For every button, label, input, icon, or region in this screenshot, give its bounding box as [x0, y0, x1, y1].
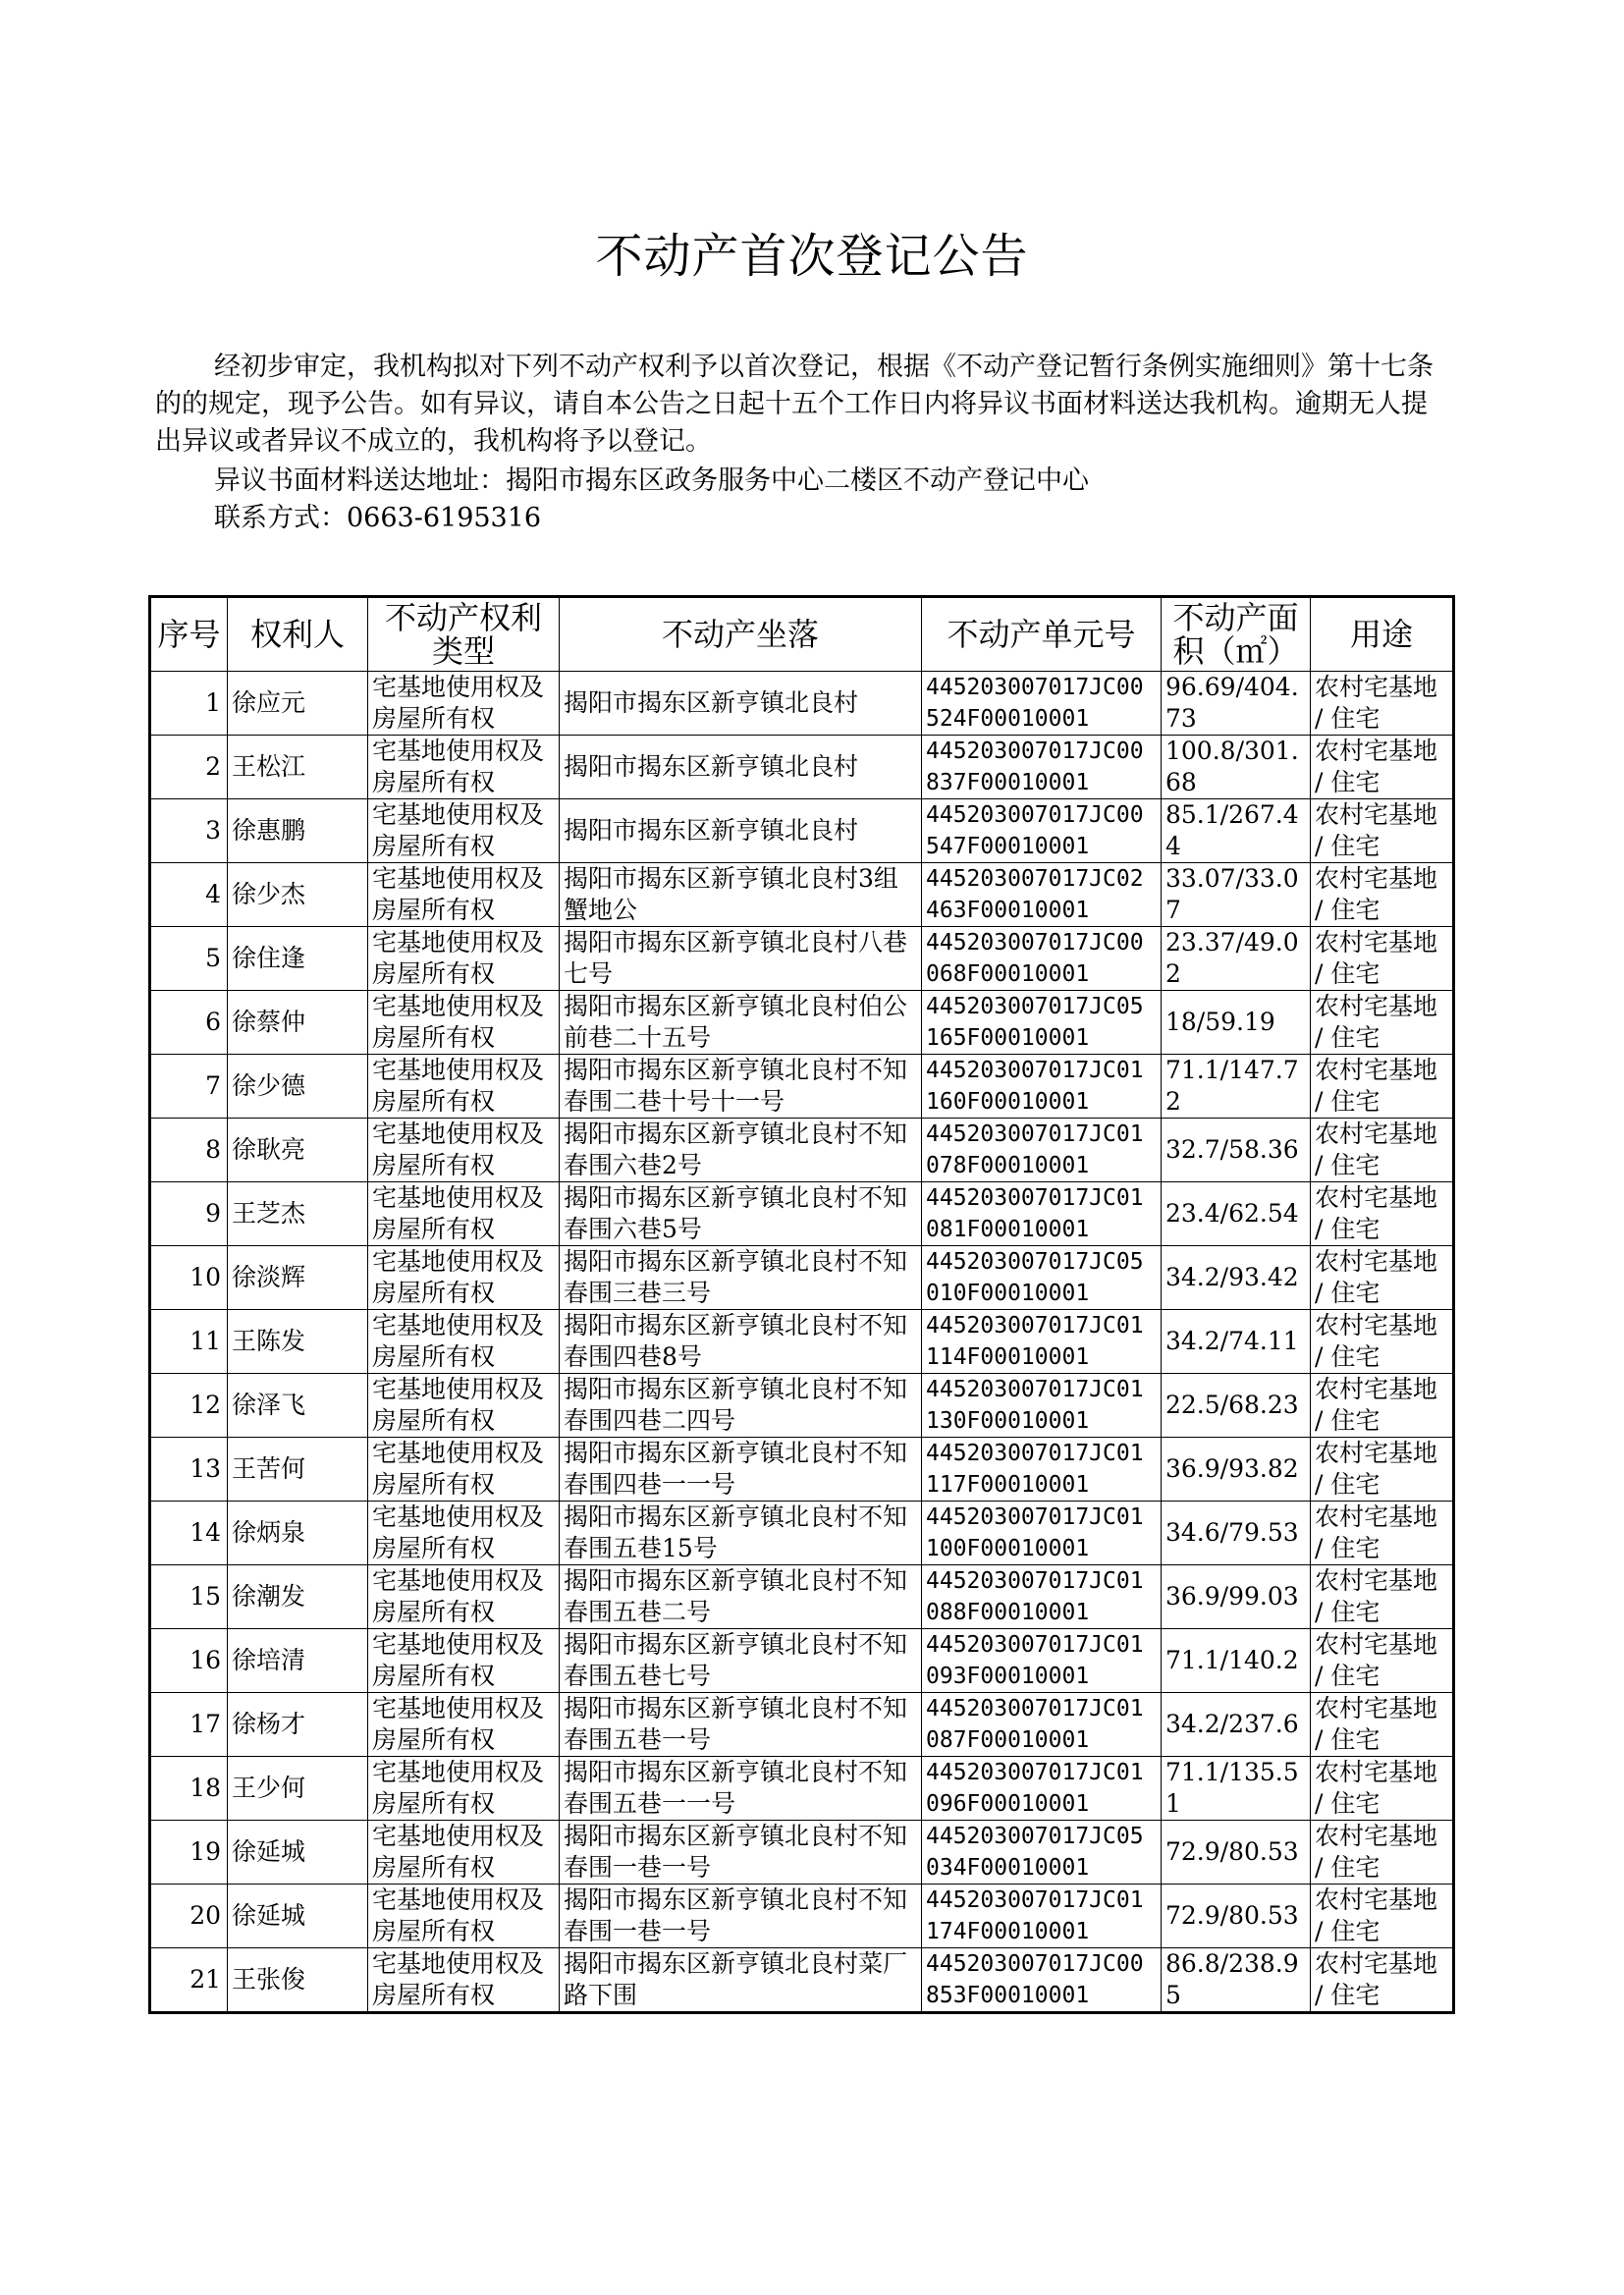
table-row	[150, 1055, 1454, 1119]
cell-area: 72.9/80.53	[1162, 1885, 1311, 1948]
cell-right-type: 宅基地使用权及房屋所有权	[368, 1182, 560, 1246]
cell-owner: 徐泽飞	[228, 1374, 368, 1438]
cell-unit-number: 445203007017JC02463F00010001	[922, 863, 1162, 927]
cell-right-type: 宅基地使用权及房屋所有权	[368, 1119, 560, 1182]
table-row	[150, 1182, 1454, 1246]
cell-location: 揭阳市揭东区新亨镇北良村3组蟹地公	[560, 863, 922, 927]
header-use: 用途	[1311, 597, 1454, 672]
cell-use: 农村宅基地 / 住宅	[1311, 1693, 1454, 1757]
table-row	[150, 1757, 1454, 1821]
cell-serial: 7	[150, 1055, 228, 1119]
cell-area: 34.2/237.6	[1162, 1693, 1311, 1757]
table-row	[150, 1629, 1454, 1693]
cell-serial: 4	[150, 863, 228, 927]
cell-owner: 徐少德	[228, 1055, 368, 1119]
cell-use: 农村宅基地 / 住宅	[1311, 1821, 1454, 1885]
table-body	[150, 672, 1454, 2013]
header-location: 不动产坐落	[560, 597, 922, 672]
table-row	[150, 736, 1454, 799]
cell-use: 农村宅基地 / 住宅	[1311, 1374, 1454, 1438]
cell-unit-number: 445203007017JC01174F00010001	[922, 1885, 1162, 1948]
cell-area: 34.2/93.42	[1162, 1246, 1311, 1310]
cell-location: 揭阳市揭东区新亨镇北良村菜厂路下围	[560, 1948, 922, 2013]
cell-unit-number: 445203007017JC01096F00010001	[922, 1757, 1162, 1821]
cell-right-type: 宅基地使用权及房屋所有权	[368, 863, 560, 927]
cell-right-type: 宅基地使用权及房屋所有权	[368, 736, 560, 799]
cell-area: 34.2/74.11	[1162, 1310, 1311, 1374]
cell-area: 32.7/58.36	[1162, 1119, 1311, 1182]
cell-serial: 8	[150, 1119, 228, 1182]
cell-use: 农村宅基地 / 住宅	[1311, 863, 1454, 927]
cell-serial: 5	[150, 927, 228, 991]
cell-owner: 徐培清	[228, 1629, 368, 1693]
cell-right-type: 宅基地使用权及房屋所有权	[368, 927, 560, 991]
registration-table	[148, 595, 1455, 2014]
cell-location: 揭阳市揭东区新亨镇北良村不知春围一巷一号	[560, 1885, 922, 1948]
cell-location: 揭阳市揭东区新亨镇北良村八巷七号	[560, 927, 922, 991]
cell-unit-number: 445203007017JC01160F00010001	[922, 1055, 1162, 1119]
table-row	[150, 1565, 1454, 1629]
table-header-row	[150, 597, 1454, 672]
cell-use: 农村宅基地 / 住宅	[1311, 1310, 1454, 1374]
cell-area: 72.9/80.53	[1162, 1821, 1311, 1885]
cell-serial: 21	[150, 1948, 228, 2013]
cell-serial: 10	[150, 1246, 228, 1310]
cell-unit-number: 445203007017JC00547F00010001	[922, 799, 1162, 863]
cell-use: 农村宅基地 / 住宅	[1311, 1119, 1454, 1182]
table-row	[150, 863, 1454, 927]
header-unit-number: 不动产单元号	[922, 597, 1162, 672]
table-row	[150, 1374, 1454, 1438]
cell-owner: 徐潮发	[228, 1565, 368, 1629]
cell-use: 农村宅基地 / 住宅	[1311, 1055, 1454, 1119]
cell-unit-number: 445203007017JC00524F00010001	[922, 672, 1162, 736]
cell-right-type: 宅基地使用权及房屋所有权	[368, 1821, 560, 1885]
cell-use: 农村宅基地 / 住宅	[1311, 1246, 1454, 1310]
cell-location: 揭阳市揭东区新亨镇北良村不知春围三巷三号	[560, 1246, 922, 1310]
cell-serial: 20	[150, 1885, 228, 1948]
cell-serial: 13	[150, 1438, 228, 1502]
cell-owner: 徐延城	[228, 1885, 368, 1948]
cell-right-type: 宅基地使用权及房屋所有权	[368, 1246, 560, 1310]
table-row	[150, 1948, 1454, 2013]
cell-use: 农村宅基地 / 住宅	[1311, 1629, 1454, 1693]
cell-unit-number: 445203007017JC01130F00010001	[922, 1374, 1162, 1438]
cell-use: 农村宅基地 / 住宅	[1311, 799, 1454, 863]
contact-info: 联系方式：0663-6195316	[214, 503, 542, 533]
cell-use: 农村宅基地 / 住宅	[1311, 1438, 1454, 1502]
cell-area: 100.8/301.68	[1162, 736, 1311, 799]
cell-right-type: 宅基地使用权及房屋所有权	[368, 1374, 560, 1438]
cell-use: 农村宅基地 / 住宅	[1311, 927, 1454, 991]
table-row	[150, 1693, 1454, 1757]
cell-right-type: 宅基地使用权及房屋所有权	[368, 1055, 560, 1119]
notice-paragraph: 经初步审定，我机构拟对下列不动产权利予以首次登记，根据《不动产登记暂行条例实施细则》第十七条的的规定，现予公告。如有异议，请自本公告之日起十五个工作日内将异议书面材料送达我机构。逾期无人提出异议或者异议不成立的，我机构将予以登记。	[155, 352, 1434, 457]
cell-owner: 王陈发	[228, 1310, 368, 1374]
table-row	[150, 1119, 1454, 1182]
cell-unit-number: 445203007017JC01088F00010001	[922, 1565, 1162, 1629]
cell-unit-number: 445203007017JC01100F00010001	[922, 1502, 1162, 1565]
cell-location: 揭阳市揭东区新亨镇北良村不知春围四巷二四号	[560, 1374, 922, 1438]
cell-use: 农村宅基地 / 住宅	[1311, 1948, 1454, 2013]
cell-area: 36.9/93.82	[1162, 1438, 1311, 1502]
cell-unit-number: 445203007017JC00853F00010001	[922, 1948, 1162, 2013]
objection-address: 异议书面材料送达地址：揭阳市揭东区政务服务中心二楼区不动产登记中心	[214, 465, 1089, 496]
cell-owner: 徐淡辉	[228, 1246, 368, 1310]
cell-location: 揭阳市揭东区新亨镇北良村伯公前巷二十五号	[560, 991, 922, 1055]
cell-serial: 14	[150, 1502, 228, 1565]
cell-location: 揭阳市揭东区新亨镇北良村	[560, 672, 922, 736]
cell-area: 34.6/79.53	[1162, 1502, 1311, 1565]
cell-right-type: 宅基地使用权及房屋所有权	[368, 1948, 560, 2013]
table-row	[150, 1502, 1454, 1565]
cell-location: 揭阳市揭东区新亨镇北良村	[560, 799, 922, 863]
cell-use: 农村宅基地 / 住宅	[1311, 1502, 1454, 1565]
cell-unit-number: 445203007017JC05010F00010001	[922, 1246, 1162, 1310]
cell-serial: 3	[150, 799, 228, 863]
cell-unit-number: 445203007017JC01093F00010001	[922, 1629, 1162, 1693]
cell-owner: 王苦何	[228, 1438, 368, 1502]
cell-owner: 王芝杰	[228, 1182, 368, 1246]
cell-area: 23.4/62.54	[1162, 1182, 1311, 1246]
cell-serial: 15	[150, 1565, 228, 1629]
cell-use: 农村宅基地 / 住宅	[1311, 1182, 1454, 1246]
cell-unit-number: 445203007017JC05165F00010001	[922, 991, 1162, 1055]
cell-unit-number: 445203007017JC00068F00010001	[922, 927, 1162, 991]
cell-location: 揭阳市揭东区新亨镇北良村不知春围一巷一号	[560, 1821, 922, 1885]
cell-area: 33.07/33.07	[1162, 863, 1311, 927]
cell-location: 揭阳市揭东区新亨镇北良村不知春围六巷2号	[560, 1119, 922, 1182]
cell-area: 71.1/147.72	[1162, 1055, 1311, 1119]
cell-serial: 16	[150, 1629, 228, 1693]
cell-area: 71.1/140.2	[1162, 1629, 1311, 1693]
cell-owner: 王张俊	[228, 1948, 368, 2013]
cell-owner: 徐惠鹏	[228, 799, 368, 863]
table-row	[150, 1438, 1454, 1502]
cell-right-type: 宅基地使用权及房屋所有权	[368, 1438, 560, 1502]
cell-owner: 徐应元	[228, 672, 368, 736]
cell-location: 揭阳市揭东区新亨镇北良村不知春围六巷5号	[560, 1182, 922, 1246]
cell-unit-number: 445203007017JC01114F00010001	[922, 1310, 1162, 1374]
table-row	[150, 991, 1454, 1055]
cell-right-type: 宅基地使用权及房屋所有权	[368, 1757, 560, 1821]
cell-location: 揭阳市揭东区新亨镇北良村不知春围二巷十号十一号	[560, 1055, 922, 1119]
cell-unit-number: 445203007017JC05034F00010001	[922, 1821, 1162, 1885]
cell-owner: 徐炳泉	[228, 1502, 368, 1565]
cell-right-type: 宅基地使用权及房屋所有权	[368, 1885, 560, 1948]
cell-serial: 2	[150, 736, 228, 799]
cell-serial: 9	[150, 1182, 228, 1246]
cell-location: 揭阳市揭东区新亨镇北良村不知春围五巷七号	[560, 1629, 922, 1693]
cell-area: 18/59.19	[1162, 991, 1311, 1055]
cell-area: 23.37/49.02	[1162, 927, 1311, 991]
cell-owner: 徐住逢	[228, 927, 368, 991]
cell-location: 揭阳市揭东区新亨镇北良村不知春围五巷一号	[560, 1693, 922, 1757]
cell-location: 揭阳市揭东区新亨镇北良村不知春围四巷8号	[560, 1310, 922, 1374]
cell-right-type: 宅基地使用权及房屋所有权	[368, 1629, 560, 1693]
cell-use: 农村宅基地 / 住宅	[1311, 991, 1454, 1055]
table-row	[150, 1821, 1454, 1885]
cell-area: 96.69/404.73	[1162, 672, 1311, 736]
cell-serial: 6	[150, 991, 228, 1055]
cell-serial: 17	[150, 1693, 228, 1757]
cell-unit-number: 445203007017JC01087F00010001	[922, 1693, 1162, 1757]
table-row	[150, 1310, 1454, 1374]
cell-serial: 18	[150, 1757, 228, 1821]
header-owner: 权利人	[228, 597, 368, 672]
table-row	[150, 1885, 1454, 1948]
cell-location: 揭阳市揭东区新亨镇北良村不知春围五巷一一号	[560, 1757, 922, 1821]
cell-unit-number: 445203007017JC01081F00010001	[922, 1182, 1162, 1246]
cell-area: 22.5/68.23	[1162, 1374, 1311, 1438]
cell-owner: 王松江	[228, 736, 368, 799]
cell-owner: 王少何	[228, 1757, 368, 1821]
cell-use: 农村宅基地 / 住宅	[1311, 1565, 1454, 1629]
cell-right-type: 宅基地使用权及房屋所有权	[368, 1565, 560, 1629]
cell-right-type: 宅基地使用权及房屋所有权	[368, 672, 560, 736]
cell-use: 农村宅基地 / 住宅	[1311, 1757, 1454, 1821]
cell-serial: 11	[150, 1310, 228, 1374]
cell-use: 农村宅基地 / 住宅	[1311, 1885, 1454, 1948]
cell-area: 86.8/238.95	[1162, 1948, 1311, 2013]
cell-area: 85.1/267.44	[1162, 799, 1311, 863]
cell-unit-number: 445203007017JC01117F00010001	[922, 1438, 1162, 1502]
table-row	[150, 672, 1454, 736]
cell-unit-number: 445203007017JC01078F00010001	[922, 1119, 1162, 1182]
table-row	[150, 799, 1454, 863]
cell-right-type: 宅基地使用权及房屋所有权	[368, 799, 560, 863]
cell-owner: 徐延城	[228, 1821, 368, 1885]
page-title: 不动产首次登记公告	[595, 229, 1029, 284]
cell-area: 36.9/99.03	[1162, 1565, 1311, 1629]
table-row	[150, 927, 1454, 991]
cell-use: 农村宅基地 / 住宅	[1311, 672, 1454, 736]
cell-area: 71.1/135.51	[1162, 1757, 1311, 1821]
cell-serial: 12	[150, 1374, 228, 1438]
cell-location: 揭阳市揭东区新亨镇北良村不知春围四巷一一号	[560, 1438, 922, 1502]
cell-owner: 徐杨才	[228, 1693, 368, 1757]
cell-location: 揭阳市揭东区新亨镇北良村不知春围五巷15号	[560, 1502, 922, 1565]
header-right-type: 不动产权利类型	[368, 597, 560, 672]
cell-serial: 19	[150, 1821, 228, 1885]
cell-location: 揭阳市揭东区新亨镇北良村不知春围五巷二号	[560, 1565, 922, 1629]
cell-right-type: 宅基地使用权及房屋所有权	[368, 991, 560, 1055]
header-area: 不动产面积（㎡）	[1162, 597, 1311, 672]
cell-unit-number: 445203007017JC00837F00010001	[922, 736, 1162, 799]
cell-owner: 徐少杰	[228, 863, 368, 927]
cell-right-type: 宅基地使用权及房屋所有权	[368, 1502, 560, 1565]
cell-right-type: 宅基地使用权及房屋所有权	[368, 1693, 560, 1757]
cell-owner: 徐蔡仲	[228, 991, 368, 1055]
cell-owner: 徐耿亮	[228, 1119, 368, 1182]
table-row	[150, 1246, 1454, 1310]
cell-use: 农村宅基地 / 住宅	[1311, 736, 1454, 799]
cell-location: 揭阳市揭东区新亨镇北良村	[560, 736, 922, 799]
header-serial: 序号	[150, 597, 228, 672]
cell-serial: 1	[150, 672, 228, 736]
cell-right-type: 宅基地使用权及房屋所有权	[368, 1310, 560, 1374]
